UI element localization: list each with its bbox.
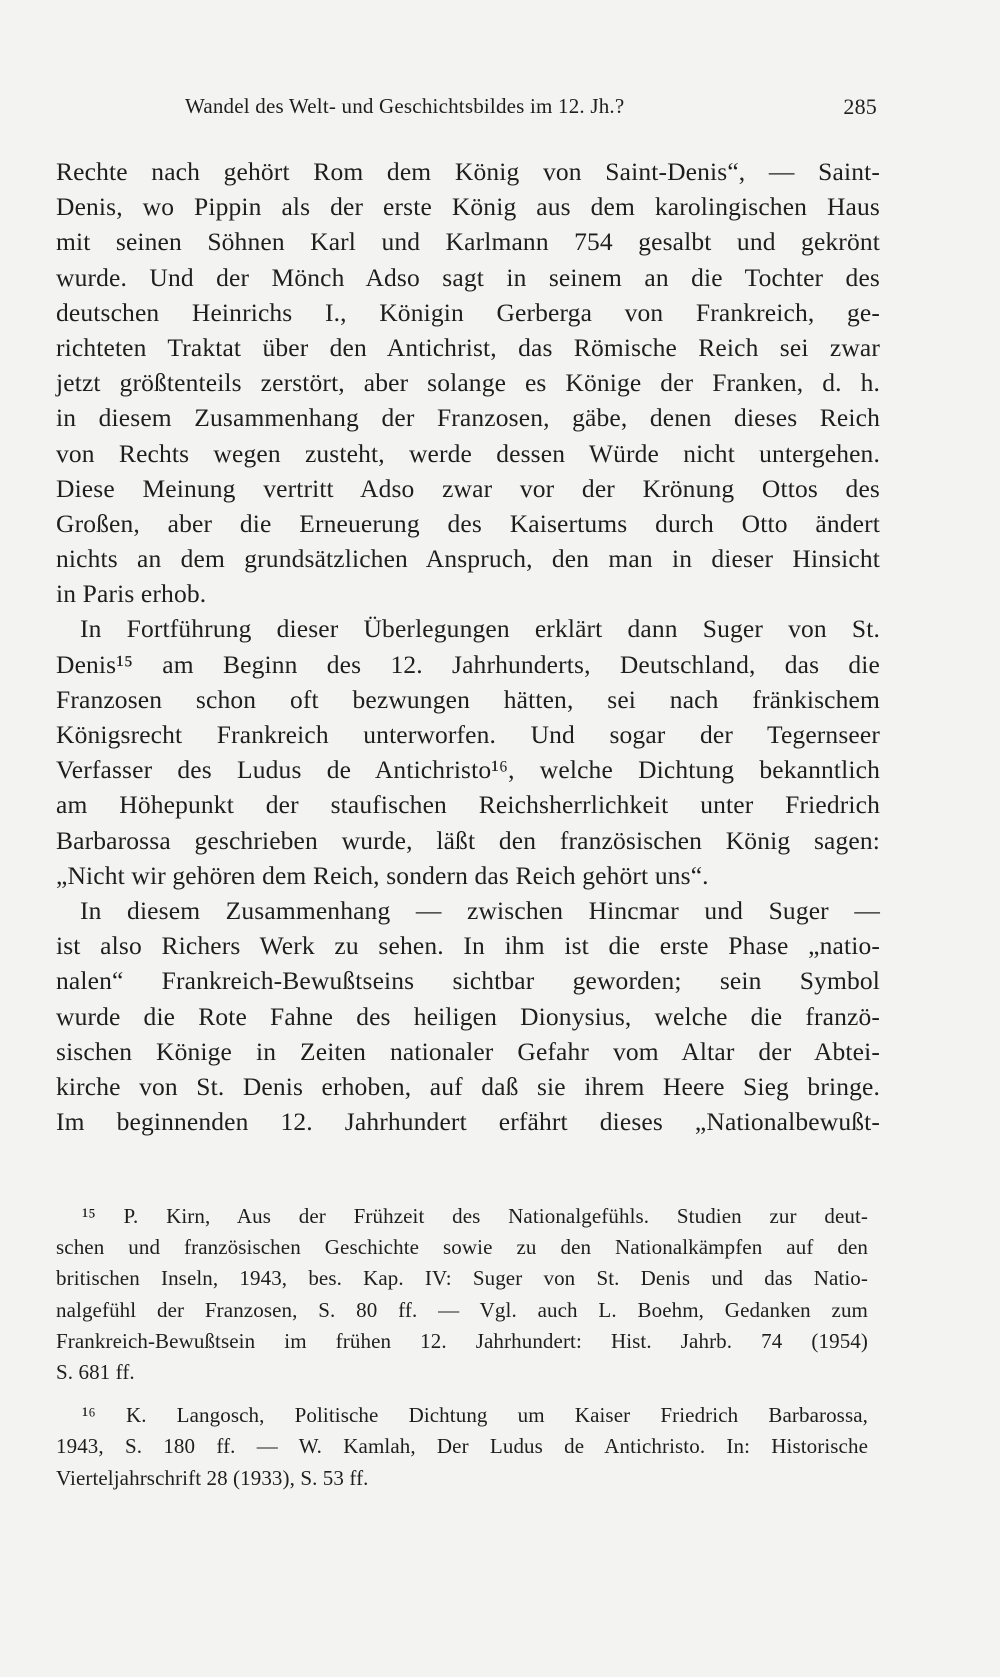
- footnote-15: [56, 1201, 868, 1388]
- body-line: Diese Meinung vertritt Adso zwar vor der Krönung Ottos des: [56, 473, 880, 503]
- body-line: Barbarossa geschrieben wurde, läßt den französischen König sagen:: [56, 825, 880, 855]
- body-line: Denis, wo Pippin als der erste König aus dem karolingischen Haus: [56, 192, 880, 222]
- body-text: [56, 154, 880, 1139]
- body-line: Rechte nach gehört Rom dem König von Saint-Denis“, — Saint-: [56, 157, 880, 186]
- body-line: „Nicht wir gehören dem Reich, sondern das Reich gehört uns“.: [56, 860, 709, 890]
- footnote-line: S. 681 ff.: [56, 1359, 135, 1384]
- footnote-line: britischen Inseln, 1943, bes. Kap. IV: Suger von St. Denis und das Natio-: [56, 1266, 868, 1291]
- body-line: Im beginnenden 12. Jahrhundert erfährt dieses „Nationalbewußt-: [56, 1107, 880, 1137]
- footnote-line: schen und französischen Geschichte sowie zu den Nationalkämpfen auf den: [56, 1235, 868, 1260]
- body-line: Königsrecht Frankreich unterworfen. Und sogar der Tegernseer: [56, 720, 880, 749]
- body-line: am Höhepunkt der staufischen Reichsherrlichkeit unter Friedrich: [56, 790, 880, 820]
- body-line: von Rechts wegen zusteht, werde dessen Würde nicht untergehen.: [56, 438, 880, 468]
- body-line: In Fortführung dieser Überlegungen erklärt dann Suger von St.: [80, 614, 880, 644]
- body-line: Großen, aber die Erneuerung des Kaisertums durch Otto ändert: [56, 508, 880, 538]
- footnote-line: ¹⁶ K. Langosch, Politische Dichtung um Kaiser Friedrich Barbarossa,: [82, 1403, 868, 1428]
- body-line: nalen“ Frankreich-Bewußtseins sichtbar geworden; sein Symbol: [56, 966, 880, 996]
- footnote-line: 1943, S. 180 ff. — W. Kamlah, Der Ludus de Antichristo. In: Historische: [56, 1434, 868, 1459]
- page-number: 285: [843, 94, 877, 119]
- footnotes: [56, 1201, 868, 1494]
- body-line: sischen Könige in Zeiten nationaler Gefahr vom Altar der Abtei-: [56, 1036, 880, 1066]
- body-line: nichts an dem grundsätzlichen Anspruch, den man in dieser Hinsicht: [56, 544, 880, 574]
- body-line: in Paris erhob.: [56, 579, 207, 609]
- footnote-line: Frankreich-Bewußtsein im frühen 12. Jahrhundert: Hist. Jahrb. 74 (1954): [56, 1328, 868, 1353]
- running-head-title: Wandel des Welt- und Geschichtsbildes im 12. Jh.?: [185, 94, 625, 118]
- body-line: Franzosen schon oft bezwungen hätten, sei nach fränkischem: [56, 684, 880, 714]
- body-line: wurde die Rote Fahne des heiligen Dionysius, welche die franzö-: [56, 1001, 880, 1031]
- body-line: In diesem Zusammenhang — zwischen Hincmar und Suger —: [80, 895, 880, 925]
- footnote-line: Vierteljahrschrift 28 (1933), S. 53 ff.: [56, 1465, 369, 1490]
- footnote-line: nalgefühl der Franzosen, S. 80 ff. — Vgl. auch L. Boehm, Gedanken zum: [56, 1297, 868, 1322]
- footnote-line: ¹⁵ P. Kirn, Aus der Frühzeit des Nationalgefühls. Studien zur deut-: [82, 1204, 868, 1228]
- body-line: in diesem Zusammenhang der Franzosen, gäbe, denen dieses Reich: [56, 403, 880, 433]
- body-line: Verfasser des Ludus de Antichristo¹⁶, welche Dichtung bekanntlich: [56, 755, 880, 785]
- body-line: ist also Richers Werk zu sehen. In ihm ist die erste Phase „natio-: [56, 931, 880, 961]
- body-line: jetzt größtenteils zerstört, aber solange es Könige der Franken, d. h.: [56, 368, 880, 398]
- body-line: richteten Traktat über den Antichrist, das Römische Reich sei zwar: [56, 332, 880, 362]
- body-line: wurde. Und der Mönch Adso sagt in seinem an die Tochter des: [56, 262, 880, 292]
- body-line: deutschen Heinrichs I., Königin Gerberga von Frankreich, ge-: [56, 297, 880, 327]
- body-line: mit seinen Söhnen Karl und Karlmann 754 gesalbt und gekrönt: [56, 227, 880, 257]
- footnote-16: [56, 1400, 868, 1494]
- body-line: Denis¹⁵ am Beginn des 12. Jahrhunderts, Deutschland, das die: [56, 649, 880, 679]
- running-head: [185, 94, 877, 124]
- body-line: kirche von St. Denis erhoben, auf daß sie ihrem Heere Sieg bringe.: [56, 1071, 880, 1101]
